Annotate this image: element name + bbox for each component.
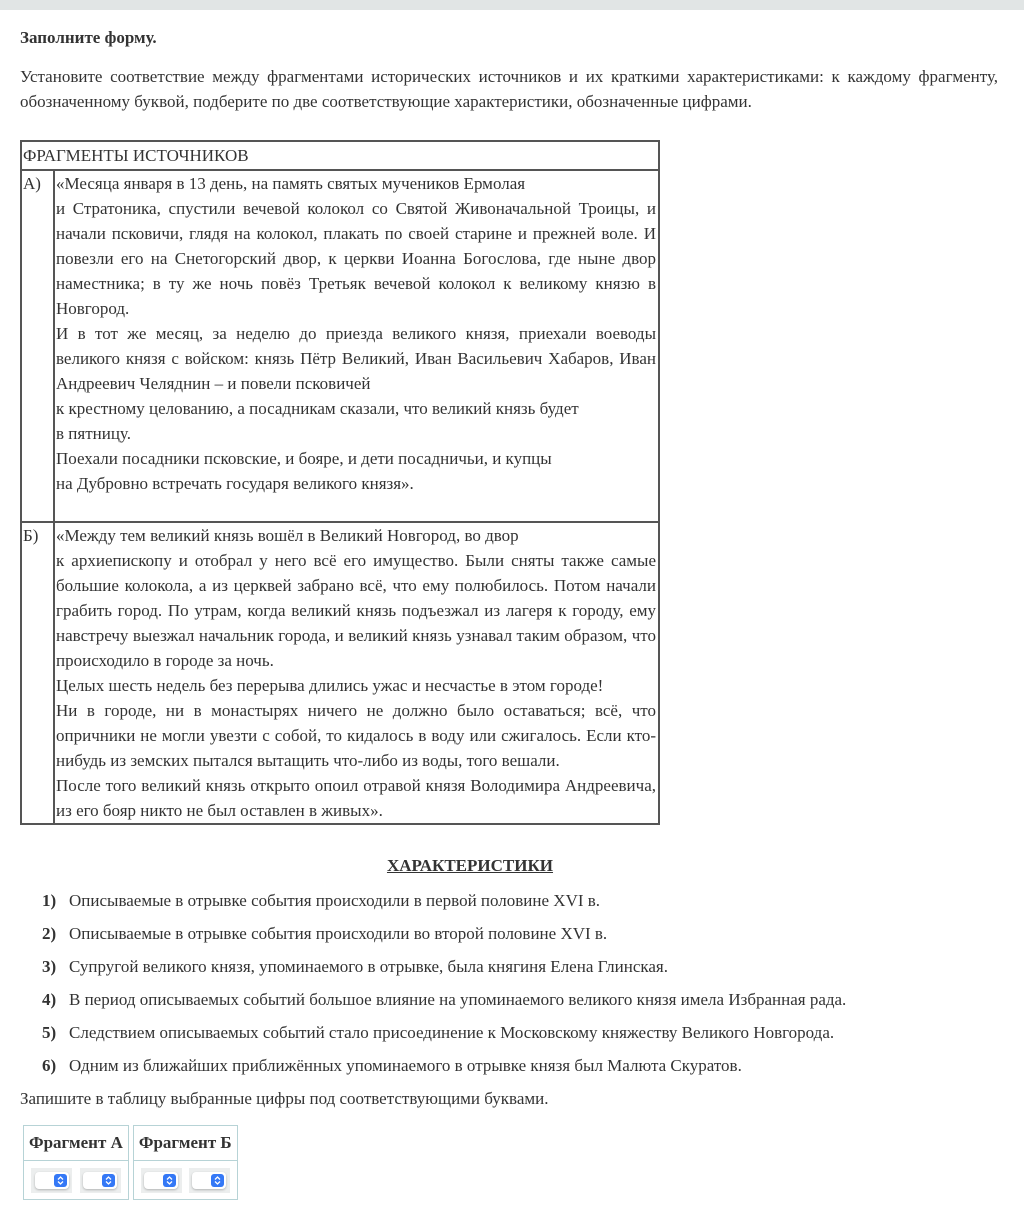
fragment-line: и Стратоника, спустили вечевой колокол со Святой Живоначальной Троицы, и начали псковичи, глядя на колокол, плакать по своей старине и прежней воле. И повезли его на Снетогорский двор, к церкви Иоанна Богослова, где ныне двор наместника; в ту же ночь повёз Третьяк вечевой колокол к великому князю в Новгород. (56, 199, 656, 318)
chevron-up-down-icon (102, 1174, 115, 1187)
characteristic-number: 3) (42, 957, 57, 976)
fragment-line: к крестному целованию, а посадникам сказали, что великий князь будет (56, 399, 579, 418)
fragment-line: И в тот же месяц, за неделю до приезда великого князя, приехали воеводы великого князя с войском: князь Пётр Великий, Иван Васильевич Хабаров, Иван Андреевич Челяднин – и повели псковичей (56, 324, 656, 393)
fragment-text-b (54, 522, 659, 824)
fragment-line: После того великий князь открыто опоил отравой князя Володимира Андреевича, из его бояр никто не был оставлен в живых». (56, 776, 656, 820)
answer-table-fragment-b (133, 1125, 238, 1200)
answer-table-fragment-a (23, 1125, 129, 1200)
characteristic-item (42, 1020, 846, 1053)
characteristic-number: 1) (42, 891, 57, 910)
fragment-letter: А) (21, 170, 54, 522)
characteristic-item (42, 921, 846, 954)
characteristics-list (42, 888, 846, 1086)
characteristic-item (42, 888, 846, 921)
answer-instruction: Запишите в таблицу выбранные цифры под соответствующими буквами. (20, 1089, 549, 1108)
fragment-letter: Б) (21, 522, 54, 824)
answer-column-header: Фрагмент А (24, 1126, 129, 1161)
characteristics-title: ХАРАКТЕРИСТИКИ (386, 856, 554, 875)
fragment-line: Поехали посадники псковские, и бояре, и дети посадничьи, и купцы (56, 449, 552, 468)
characteristic-text: Следствием описываемых событий стало присоединение к Московскому княжеству Великого Новгорода. (69, 1023, 835, 1042)
sources-table-header: ФРАГМЕНТЫ ИСТОЧНИКОВ (21, 141, 659, 170)
characteristic-number: 5) (42, 1023, 57, 1042)
sources-table (20, 140, 660, 825)
characteristic-number: 2) (42, 924, 57, 943)
chevron-up-down-icon (163, 1174, 176, 1187)
answer-select-b2[interactable] (192, 1172, 226, 1189)
fragment-text-a (54, 170, 659, 522)
characteristic-item (42, 954, 846, 987)
fragment-line: «Месяца января в 13 день, на память святых мучеников Ермолая (56, 174, 526, 193)
fragment-row-a (21, 170, 659, 522)
characteristic-text: Описываемые в отрывке события происходили во второй половине XVI в. (69, 924, 608, 943)
fragment-line: Ни в городе, ни в монастырях ничего не должно было оставаться; всё, что опричники не могли увезти с собой, то кидалось в воду или сжигалось. Если кто-нибудь из земских пытался вытащить что-либо из воды, того вешали. (56, 701, 656, 770)
fragment-line: Целых шесть недель без перерыва длились ужас и несчастье в этом городе! (56, 676, 604, 695)
fragment-line: «Между тем великий князь вошёл в Великий Новгород, во двор (56, 526, 519, 545)
top-bar (0, 0, 1024, 10)
answer-tables (23, 1125, 238, 1200)
fragment-row-b (21, 522, 659, 824)
characteristic-number: 6) (42, 1056, 57, 1075)
fragment-line: к архиепископу и отобрал у него всё его имущество. Были сняты также самые большие колокола, а из церквей забрано всё, что ему полюбилось. Потом начали грабить город. По утрам, когда великий князь подъезжал из лагеря к городу, ему навстречу выезжал начальник города, и великий князь узнавал таким образом, что происходило в городе за ночь. (56, 551, 656, 670)
characteristic-number: 4) (42, 990, 57, 1009)
characteristic-item (42, 1053, 846, 1086)
answer-column-header: Фрагмент Б (133, 1126, 237, 1161)
chevron-up-down-icon (54, 1174, 67, 1187)
characteristic-item (42, 987, 846, 1020)
chevron-up-down-icon (211, 1174, 224, 1187)
fragment-line: на Дубровно встречать государя великого князя». (56, 474, 414, 493)
characteristic-text: Одним из ближайших приближённых упоминаемого в отрывке князя был Малюта Скуратов. (69, 1056, 742, 1075)
answer-select-a2[interactable] (83, 1172, 117, 1189)
fragment-line: в пятницу. (56, 424, 131, 443)
instruction-text: Установите соответствие между фрагментами исторических источников и их краткими характеристиками: к каждому фрагменту, обозначенному буквой, подберите по две соответствующие характеристики, обозначенные цифрами. (20, 67, 998, 111)
characteristic-text: Супругой великого князя, упоминаемого в отрывке, была княгиня Елена Глинская. (69, 957, 669, 976)
form-title: Заполните форму. (20, 28, 157, 47)
answer-select-b1[interactable] (144, 1172, 178, 1189)
characteristic-text: В период описываемых событий большое влияние на упоминаемого великого князя имела Избранная рада. (69, 990, 847, 1009)
characteristic-text: Описываемые в отрывке события происходили в первой половине XVI в. (69, 891, 601, 910)
answer-select-a1[interactable] (35, 1172, 69, 1189)
